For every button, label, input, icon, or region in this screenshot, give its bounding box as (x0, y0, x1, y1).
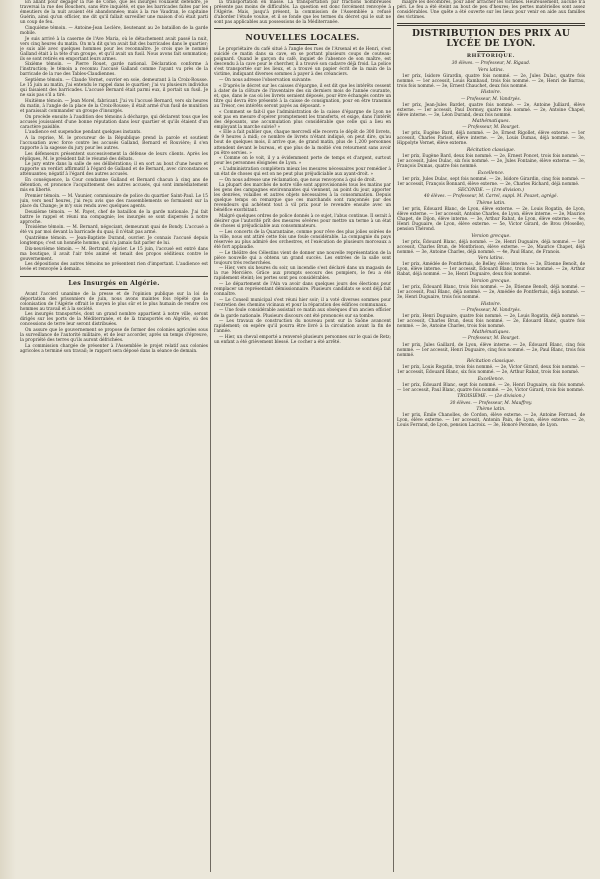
paragraph: On procède ensuite à l'audition des témoins à décharge, qui déclarent tous que les accusés jouissaient d'une bonne réputation dans leur quartier et qu'ils étaient d'un caractère paisible. (20, 114, 208, 130)
prize-winners: 1er prix, Eugène Bard, deux fois nommé. — 2e, Ernest Poncet, trois fois nommé. — 1er accessit, Jules Dulac, six fois nommé. — 2e, Jules Fontaine, élève externe. — 3e, François Dumas, quatre fois nommé. (397, 153, 585, 170)
column-left (20, 0, 208, 879)
local-news-text (214, 47, 391, 345)
prize-subject-heading: Histoire. (480, 90, 502, 96)
prize-subject-heading: Version grecque. (471, 279, 511, 285)
title-rule (289, 44, 317, 45)
prize-winners: 1er prix, Louis Rogatin, trois fois nommé. — 2e, Victor Girard, deux fois nommé. — 1er accessit, Édouard Blanc, six fois nommé. — 2e, Arthur Rabat, trois fois nommé. (397, 365, 585, 376)
double-rule (397, 23, 585, 26)
paragraph: — Les concerts de la Quarantaine, comme pour rêve des plus jolies soirées de la ville, nous ont attiré cette fois une foule considérable. La compagnie du pays réservée au plus admiré des orchestres, et l'exécution de plusieurs morceaux a été fort applaudie. (214, 229, 391, 250)
prize-subject-heading: Mathématiques. (472, 330, 510, 336)
professor-line: 40 élèves. — Professeur, M. Carrel, suppl. M. Pouzet, agrégé. (424, 194, 558, 200)
paragraph: — On nous adresse une réclamation, que nous renvoyons à qui de droit. (219, 177, 377, 183)
paragraph: « L'administration complétera mieux les mesures nécessaires pour remédier à un état de choses qui est on ne peut plus préjudiciable aux ayant-droit. » (214, 166, 391, 177)
paragraph: Huitième témoin. — Jean Morel, fabricant. J'ai vu l'accusé Bernard, vers six heures du matin, à l'angle de la place de la Croix-Rousse; il était armé d'un fusil de munition et paraissait commander un groupe d'insurgés. (20, 98, 208, 114)
prize-subject-heading: Vers latins. (478, 67, 504, 73)
class-heading-rhetorique: RHÉTORIQUE. (466, 53, 516, 60)
court-report-text (20, 0, 208, 273)
paragraph: Je suis arrivé à la caserne de l'Ave Maria, où le détachement avait passé la nuit, vers cinq heures du matin. On m'a dit qu'on avait fait des barricades dans le quartier; je suis allé avec quelques hommes pour les reconnaître. Je crois que le nommé Galland était à la tête d'un groupe, et qu'il avait un fusil. Nous avons fait sommation; ils se sont retirés en emportant leurs armes. (20, 36, 208, 62)
prize-list (397, 68, 585, 428)
prize-winners: 1er prix, Édouard Blanc, déjà nommé. — 2e, Henri Duguaire, déjà nommé. — 1er accessit, Charles Brun, de Montbrison, élève externe. — 2e, Maurice Chapet, déjà nommé. — 3e, Antoine Charles, déjà nommé. — 4e, Paul Blanc, de Franois. (397, 239, 585, 255)
paragraph: Troisième témoin. — M. Bernard, négociant, demeurant quai de Bondy. L'accusé a été vu par moi devant la barricade du quai; il n'était pas armé. (20, 225, 208, 236)
professor-line: — Professeur, M. Vandryès. (461, 307, 521, 313)
page-gutter (0, 0, 16, 879)
professor-line: — Professeur, M. Bourget. (462, 336, 520, 342)
paragraph: — Les travaux de construction du nouveau pont sur la Saône avancent rapidement; on espère qu'il pourra être livré à la circulation avant la fin de l'année. (214, 319, 391, 335)
paragraph: — Le Conseil municipal s'est réuni hier soir; il a voté diverses sommes pour l'entretien des chemins vicinaux et pour la réparation des édifices communaux. (214, 297, 391, 308)
prize-subject-heading: Récitation classique. (466, 359, 516, 365)
prize-subject-heading: Thème latin. (476, 200, 506, 206)
paragraph: « Comme on le voit, il y a évidemment perte de temps et d'argent, surtout pour les personnes éloignées de Lyon. » (214, 156, 391, 167)
paragraph: — Hier, un cheval emporté a renversé plusieurs personnes sur le quai de Retz; un enfant a été grièvement blessé. Le cocher a été arrêté. (214, 334, 391, 345)
paragraph: En allant pour dégager la rue de Côme, que les insurgés voulaient défendre, je traversai la rue des Bouchers, sans être inquiété, et que les barricades faites par les émeutiers de la nuit avaient été abandonnées; mais à la rue Vaudran, le capitaine Guérin, ainsi qu'un officier, me dit qu'il fallait surveiller une maison d'où était parti un coup de feu. (20, 0, 208, 26)
paragraph: — Hier, vers six heures du soir, un incendie s'est déclaré dans un magasin de la rue Mercière. Grâce aux prompts secours des pompiers, le feu a été rapidement éteint; les pertes sont peu considérables. (214, 266, 391, 282)
prize-subject-heading: TROISIÈME. — (2e division.) (457, 394, 525, 400)
fire-report-text (397, 0, 585, 20)
paragraph: Malgré quelques ordres de police donnés à ce sujet, l'abus continue. Il serait à désirer que l'autorité prît des mesures sévères pour mettre un terme à un état de choses si préjudiciable aux consommateurs. (214, 214, 391, 230)
prize-winners: 1er prix, Émile Chanolles, de Cordon, élève externe. — 2e, Antoine Ferrand, de Lyon, élève externe. — 1er accessit, Antonin Pain, de Lyon, élève externe. — 2e, Louis Ferrand, de Lyon, pension Lacroix. — 3e, Honoré Peronne, de Lyon. (397, 413, 585, 429)
insurges-article-text (20, 292, 208, 354)
prize-subject-heading: Thème latin. (476, 407, 506, 413)
paragraph: La commission chargée de présenter à l'Assemblée le projet relatif aux colonies agricoles a terminé son travail; le rapport sera déposé dans la séance de demain. (20, 343, 208, 354)
paragraph: — On nous adresse l'observation suivante: (219, 78, 312, 84)
paragraph: A la reprise, M. le procureur de la République prend la parole et soutient l'accusation avec force contre les accusés Galland, Bernard et Rouvière; il s'en rapporte à la sagesse du jury pour les autres. (20, 135, 208, 152)
paragraph: La plupart des marchés de notre ville sont approvisionnés tous les matins par les gens des campagnes environnantes qui viennent, au point du jour, apporter les denrées, volailles et autres objets nécessaires à la consommation. Depuis quelque temps on remarque que ces marchands sont rançonnés par des revendeurs qui achètent tout à vil prix pour le revendre ensuite avec un bénéfice exorbitant. (214, 183, 391, 214)
paragraph: Septième témoin. — Claude Vernet, ouvrier en soie, demeurant à la Croix-Rousse. Le 15 juin au matin, j'ai entendu le rappel dans le quartier; j'ai vu plusieurs individus qui faisaient des barricades. L'accusé Bernard était parmi eux, il portait un fusil. Je ne sais pas s'il a tiré. (20, 78, 208, 99)
prize-subject-heading: Version grecque. (471, 233, 511, 239)
paragraph: la transportation en masse. La transportation par fractions nombreuses présente pas moins de difficultés. La question est donc forcément renvoyée à l'Algérie. Mais, jusqu'à présent, la commission de l'Assemblée a refusé d'aborder l'étude voulue, et il se fonde que les termes du décret qui le suit ne sont pas applicables aux possessions de la Méditerranée. (214, 0, 391, 26)
paragraph: — Le département de l'Ain va avoir dans quelques jours des élections pour remplacer un représentant démissionnaire. Plusieurs candidats se sont déjà fait connaître. (214, 282, 391, 298)
transportation-text (214, 0, 391, 25)
prize-winners: 1er prix, Henri Duguaire, quatre fois nommé. — 2e, Louis Rogatin, déjà nommé. — 1er accessit, Charles Brun, deux fois nommé. — 2e, Édouard Blanc, quatre fois nommé. — 3e, Antoine Charles, trois fois nommé. (397, 313, 585, 329)
paragraph: L'audience est suspendue pendant quelques instants. (25, 130, 142, 136)
prize-winners: 1er prix, Jean-Jules Bardet, quatre fois nommé. — 2e, Antoine Julliard, élève externe. — 1er accessit, Paul Dormoy, quatre fois nommé. — 2e, Antoine Chapel, élève interne. — 3e, Léon Durand, deux fois nommé. (397, 102, 585, 118)
distribution-prix-title: DISTRIBUTION DES PRIX AU LYCÉE DE LYON. (411, 28, 571, 50)
paragraph: Deuxième témoin. — M. Payet, chef de bataillon de la garde nationale. J'ai fait battre le rappel et réuni ma compagnie; les insurgés se sont dispersés à notre approche. (20, 209, 208, 225)
column-rule (393, 6, 394, 872)
column-right (397, 0, 585, 879)
prize-winners: 1er prix, Eugène Bard, déjà nommé. — 2e, Ernest Rigollet, élève externe. — 1er accessit, Charles Parisot, élève interne. — 2e, Louis Dumas, déjà nommé. — 3e, Hippolyte Vernet, élève externe. (397, 131, 585, 147)
section-title-nouvelles-locales: NOUVELLES LOCALES. (245, 32, 360, 43)
prize-subject-heading: SECONDE. — (1re division.) (457, 188, 525, 194)
paragraph: Cinquième témoin. — Antoine-Jean Leclère, lieutenant au 2e bataillon de la garde mobile. (20, 25, 208, 36)
paragraph: Sixième témoin. — Pierre Rouet, garde national. Déclaration conforme à l'instruction; le témoin a reconnu l'accusé Galland comme l'ayant vu près de la barricade de la rue des Tables-Claudiennes. (20, 62, 208, 78)
paragraph: Dix-neuvième témoin. — M. Bertrand, épicier. Le 15 juin, l'accusé est entré dans ma boutique, il avait l'air très animé et tenait des propos séditieux contre le gouvernement. (20, 246, 208, 262)
paragraph: Le propriétaire du café situé à l'angle des rues de l'Arsenal et de Henri, s'est suicidé ce matin dans sa cave, en se portant plusieurs coups de couteau-poignard. Quand le garçon du café, inquiet de l'absence de son maître, est descendu à la cave pour le chercher, il a trouvé son cadavre déjà froid. La police s'est transportée sur les lieux, et a trouvé un papier écrit de la main de la victime, indiquant diverses sommes à payer à des créanciers. (214, 47, 391, 78)
prize-subject-heading: Vers latins. (478, 256, 504, 262)
prize-winners: 1er prix, Jules Gaillard, de Lyon, élève interne. — 2e, Édouard Blanc, cinq fois nommé. — 1er accessit, Henri Duguaire, cinq fois nommé. — 2e, Paul Blanc, trois fois nommé. (397, 342, 585, 358)
paragraph: Le jury entre dans la salle de ses délibérations; il en sort au bout d'une heure et rapporte un verdict affirmatif à l'égard de Galland et de Bernard, avec circonstances atténuantes; négatif à l'égard des autres accusés. (20, 162, 208, 178)
paragraph: Les insurgés transportés, dont un grand nombre appartient à notre ville, seront dirigés sur les ports de la Méditerranée, et de là transportés en Algérie, où des concessions de terre leur seront distribuées. (20, 312, 208, 328)
professor-line: — Professeur, M. Bourget. (462, 125, 520, 131)
paragraph: — Une foule considérable assistait ce matin aux obsèques d'un ancien officier de la garde nationale. Plusieurs discours ont été prononcés sur sa tombe. (214, 308, 391, 319)
paragraph: Les dépositions des autres témoins ne présentent rien d'important. L'audience est levée et renvoyée à demain. (20, 262, 208, 273)
paragraph: Avant l'accord unanime de la presse et de l'opinion publique sur la loi de déportation des prisonniers de juin, nous avons maintes fois répété que la colonisation de l'Algérie offrait le moyen le plus sûr et le plus humain de rendre ces hommes au travail et à la société. (20, 291, 208, 312)
prize-subject-heading: Mathématiques. (472, 119, 510, 125)
title-rule (100, 289, 128, 290)
prize-winners: 1er prix, Amédée de Pontfertuis, de Belley, élève interne. — 2e, Étienne Benoît, de Lyon, élève interne. — 1er accessit, Édouard Blanc, trois fois nommé. — 2e, Arthur Rabat, déjà nommé. — 3e, Henri Duguaire, deux fois nommé. (397, 262, 585, 278)
prize-winners: 1er prix, Jules Dulac, sept fois nommé. — 2e, Isidore Girardin, cinq fois nommé. — 1er accessit, François Bonnard, élève externe. — 2e, Charles Richard, déjà nommé. (397, 176, 585, 187)
prize-subject-heading: Histoire. (480, 301, 502, 307)
paragraph: Quatrième témoin. — Jean-Baptiste Durand, ouvrier. Je connais l'accusé depuis longtemps; c'est un honnête homme, qui n'a jamais fait parler de lui. (20, 236, 208, 247)
prize-subject-heading: Récitation classique. (466, 147, 516, 153)
prize-winners: 1er prix, Isidore Girardin, quatre fois nommé. — 2e, Jules Dulac, quatre fois nommé. — 1er accessit, Louis Rambaud, trois fois nommé. — 2e, Henri de Barrau, trois fois nommé. — 3e, Ernest Chauchet, deux fois nommé. (397, 73, 585, 89)
paragraph: Premier témoin. — M. Vaunier, commissaire de police du quartier Saint-Paul. Le 15 juin, vers neuf heures, j'ai reçu avis que des rassemblements se formaient sur la place du Change; je m'y suis rendu avec quelques agents. (20, 193, 208, 209)
paragraph: « Comment se fait-il que l'administration de la caisse d'épargne de Lyon ne soit pas en mesure d'opérer promptement les transferts, et exige, dans l'intérêt des déposants, une accumulation plus considérable que celle qui a lieu en employant la marche suivie? » (214, 109, 391, 130)
paragraph: — Le théâtre des Célestins vient de donner une nouvelle représentation de la pièce nouvelle qui a obtenu un grand succès. Les entrées de la salle sont toujours très recherchées. (214, 250, 391, 266)
paragraph: « D'après le décret sur les caisses d'épargne, il est dit que les intérêts cessent à dater de la clôture de l'inventaire des six derniers mois de l'année courante, et, que, dans le cas où les livrets seraient déposés, pour être échangés contre un titre qui devra être présenté à la caisse de consignation, pour en être transmis au Trésor, ces intérêts seront payés au déposant. » (214, 83, 391, 109)
prize-subject-heading: Excellence. (477, 376, 505, 382)
class-count-line: 30 élèves. — Professeur, M. Rigaud. (451, 61, 531, 67)
section-title-insurges: Les Insurgés en Algérie. (68, 279, 160, 287)
professor-line: 30 élèves. — Professeur, M. Mauffrey. (449, 400, 533, 406)
section-separator (20, 276, 208, 277)
professor-line: — Professeur, M. Vandryès. (461, 96, 521, 102)
prize-winners: 1er prix, Édouard Blanc, sept fois nommé. — 2e, Henri Duguaire, six fois nommé. — 1er accessit, Paul Blanc, quatre fois nommé. — 2e, Victor Girard, trois fois nommé. (397, 382, 585, 393)
paragraph: « Elle a fait publier que, chaque mercredi elle recevra le dépôt de 300 livrets, de 9 heures à midi; ce nombre de livrets n'étant indiqué, on peut dire, qu'au bout de quelques mois, il arrive que, de grand matin, plus de 1,200 personnes attendent devant le bureau, et que plus de la moitié s'en retournent sans avoir pu être servies. » (214, 130, 391, 156)
prize-winners: 1er prix, Édouard Blanc, de Lyon, élève externe. — 2e, Louis Rogatin, de Lyon, élève externe. — 1er accessit, Antoine Charles, de Lyon, élève interne. — 2e, Maurice Chapet, de Dijon, élève interne. — 3e, Arthur Rabat, de Lyon, élève externe. — 4e, Henri Duguaire, de Lyon, élève externe. — 5e, Victor Girard, de Brou (Moselle), pension Thérond. (397, 206, 585, 233)
section-separator (214, 28, 391, 29)
paragraph: En conséquence, la Cour condamne Galland et Bernard chacun à cinq ans de détention, et prononce l'acquittement des autres accusés, qui sont immédiatement mis en liberté. (20, 178, 208, 194)
prize-subject-heading: Excellence. (477, 170, 505, 176)
column-middle (214, 0, 391, 879)
column-rule (210, 6, 211, 872)
prize-winners: 1er prix, Édouard Blanc, trois fois nommé. — 2e, Étienne Benoît, déjà nommé. — 1er accessit, Paul Blanc, déjà nommé. — 2e, Amédée de Pontfertuis, déjà nommé. — 3e, Henri Duguaire, trois fois nommé. (397, 285, 585, 301)
paragraph: Les défenseurs présentent successivement la défense de leurs clients. Après les répliques, M. le président fait le résumé des débats. (20, 151, 208, 162)
paragraph: On assure que le gouvernement se propose de former des colonies agricoles sous la surveillance de l'autorité militaire, et de leur accorder, après un temps d'épreuve, la propriété des terres qu'ils auront défrichées. (20, 328, 208, 344)
paragraph: malgré les décombres, pour aller arracher les victimes. Heureusement, aucune n'a péri. Le feu a été éteint au bout de peu d'heures; les pertes matérielles sont assez considérables. Une quête a été ouverte sur les lieux pour venir en aide aux familles des victimes. (397, 0, 585, 21)
